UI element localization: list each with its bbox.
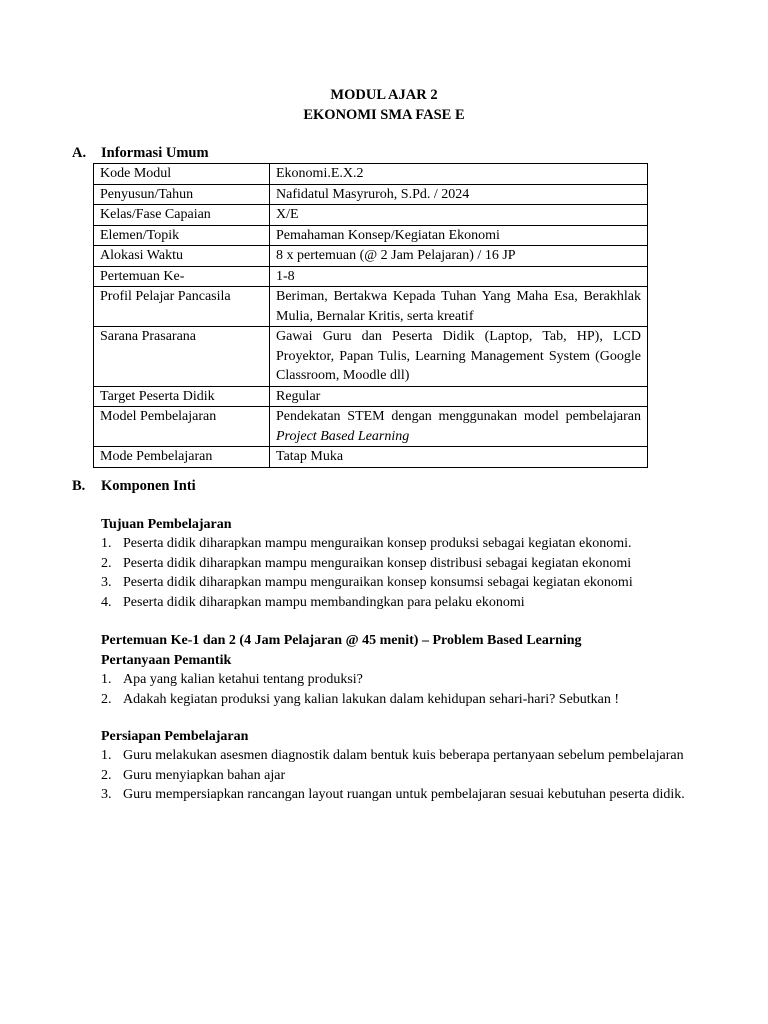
persiapan-heading: Persiapan Pembelajaran <box>101 729 249 744</box>
table-row <box>94 266 648 287</box>
tujuan-heading: Tujuan Pembelajaran <box>101 517 232 532</box>
table-cell-label: Penyusun/Tahun <box>94 184 270 205</box>
list-item: 2. Guru menyiapkan bahan ajar <box>101 767 286 783</box>
table-row <box>94 327 648 387</box>
section-a-letter: A. <box>72 145 87 161</box>
pertemuan-heading: Pertemuan Ke-1 dan 2 (4 Jam Pelajaran @ 45 menit) – Problem Based Learning <box>101 633 582 648</box>
table-cell-value: 8 x pertemuan (@ 2 Jam Pelajaran) / 16 JP <box>270 246 648 267</box>
tujuan-list <box>101 534 694 612</box>
pemantik-heading: Pertanyaan Pemantik <box>101 653 232 668</box>
section-a-title: Informasi Umum <box>101 145 209 161</box>
table-row <box>94 386 648 407</box>
table-cell-value <box>270 407 648 447</box>
table-cell-label: Pertemuan Ke- <box>94 266 270 287</box>
table-row <box>94 205 648 226</box>
pemantik-list <box>101 670 694 709</box>
persiapan-list <box>101 746 694 805</box>
value-italic-text: Project Based Learning <box>276 428 410 444</box>
table-row <box>94 246 648 267</box>
section-b-heading <box>72 477 196 497</box>
table-cell-label: Kelas/Fase Capaian <box>94 205 270 226</box>
table-cell-value: Regular <box>270 386 648 407</box>
document-title: MODUL AJAR 2 <box>330 87 438 103</box>
list-item: 2. Adakah kegiatan produksi yang kalian lakukan dalam kehidupan sehari-hari? Sebutkan ! <box>101 691 620 707</box>
list-item: 4. Peserta didik diharapkan mampu membandingkan para pelaku ekonomi <box>101 594 525 610</box>
table-cell-label: Target Peserta Didik <box>94 386 270 407</box>
table-cell-label: Kode Modul <box>94 164 270 185</box>
table-cell-value: Beriman, Bertakwa Kepada Tuhan Yang Maha Esa, Berakhlak Mulia, Bernalar Kritis, serta kreatif <box>270 287 648 327</box>
table-cell-label: Profil Pelajar Pancasila <box>94 287 270 327</box>
table-cell-value: Gawai Guru dan Peserta Didik (Laptop, Tab, HP), LCD Proyektor, Papan Tulis, Learning Management System (Google Classroom, Moodle dll) <box>270 327 648 387</box>
table-cell-value: Ekonomi.E.X.2 <box>270 164 648 185</box>
table-row <box>94 287 648 327</box>
table-cell-value: Pemahaman Konsep/Kegiatan Ekonomi <box>270 225 648 246</box>
table-row <box>94 184 648 205</box>
table-cell-label: Model Pembelajaran <box>94 407 270 447</box>
list-item: 2. Peserta didik diharapkan mampu menguraikan konsep distribusi sebagai kegiatan ekonomi <box>101 555 632 571</box>
table-cell-value: X/E <box>270 205 648 226</box>
table-cell-value: 1-8 <box>270 266 648 287</box>
section-b-title: Komponen Inti <box>101 478 196 494</box>
list-item: 3. Guru mempersiapkan rancangan layout ruangan untuk pembelajaran sesuai kebutuhan peserta didik. <box>101 787 685 802</box>
table-row <box>94 447 648 468</box>
list-item: 1. Apa yang kalian ketahui tentang produksi? <box>101 672 363 687</box>
value-text: Pendekatan STEM dengan menggunakan model pembelajaran <box>276 409 641 424</box>
section-b-letter: B. <box>72 478 86 494</box>
list-item: 1. Peserta didik diharapkan mampu menguraikan konsep produksi sebagai kegiatan ekonomi. <box>101 536 632 551</box>
table-cell-value: Nafidatul Masyruroh, S.Pd. / 2024 <box>270 184 648 205</box>
table-row <box>94 225 648 246</box>
list-item: 1. Guru melakukan asesmen diagnostik dalam bentuk kuis beberapa pertanyaan sebelum pembelajaran <box>101 748 684 763</box>
section-a-heading <box>72 144 209 164</box>
list-item: 3. Peserta didik diharapkan mampu menguraikan konsep konsumsi sebagai kegiatan ekonomi <box>101 575 633 590</box>
table-cell-label: Sarana Prasarana <box>94 327 270 387</box>
document-subtitle: EKONOMI SMA FASE E <box>303 107 465 123</box>
table-cell-label: Elemen/Topik <box>94 225 270 246</box>
general-info-table <box>93 163 648 468</box>
table-row <box>94 164 648 185</box>
table-cell-label: Mode Pembelajaran <box>94 447 270 468</box>
table-row <box>94 407 648 447</box>
table-cell-value: Tatap Muka <box>270 447 648 468</box>
table-cell-label: Alokasi Waktu <box>94 246 270 267</box>
